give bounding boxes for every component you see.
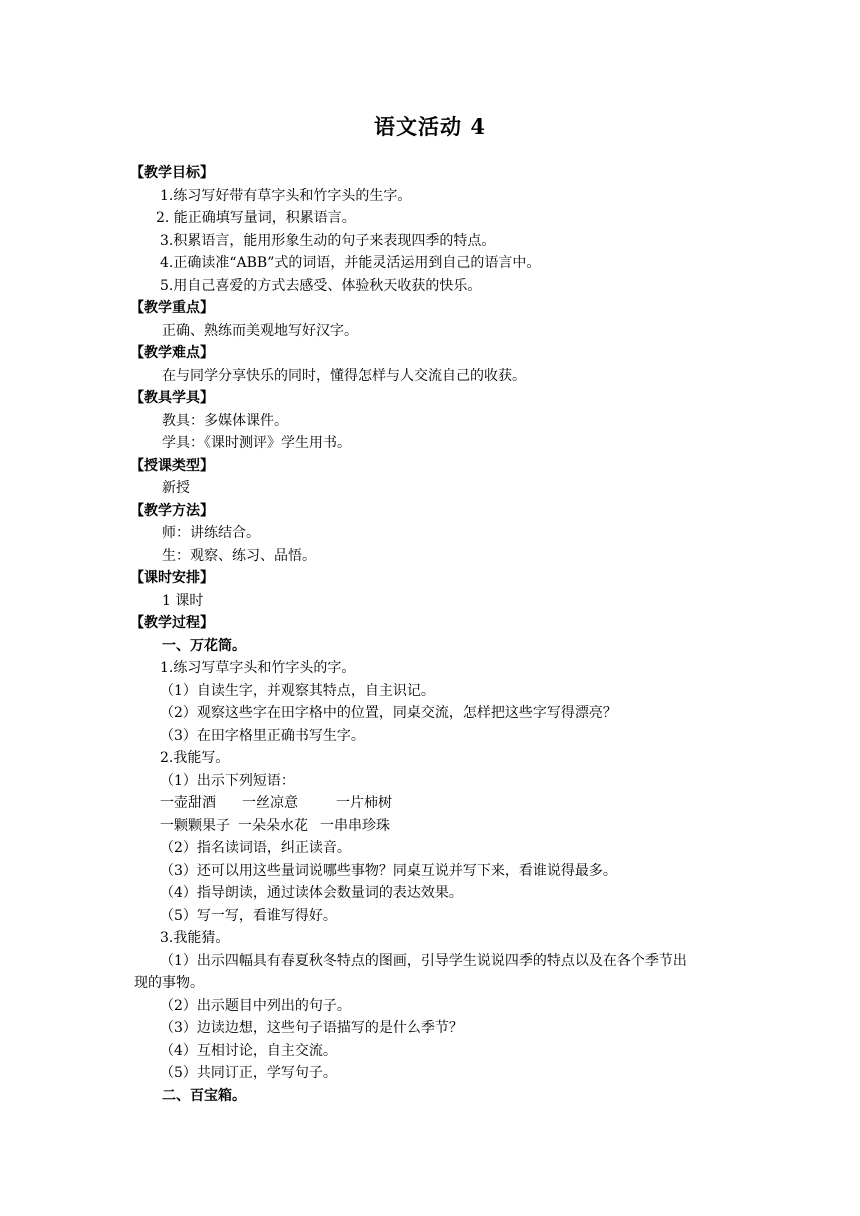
process-substep-continued: 现的事物。 [134, 975, 204, 991]
lesson-type-text: 新授 [162, 480, 190, 496]
process-part-heading: 一、万花筒。 [162, 637, 246, 654]
phrase-row [134, 815, 732, 838]
section-heading-type: 【授课类型】 [130, 457, 214, 474]
goal-item: 3.积累语言，能用形象生动的句子来表现四季的特点。 [160, 232, 496, 249]
phrase: 一朵朵水花 [238, 817, 308, 834]
phrase: 一颗颗果子 [160, 817, 230, 834]
phrase: 一丝凉意 [242, 795, 298, 811]
section-heading-method: 【教学方法】 [130, 502, 214, 519]
process-substep: （2）出示题目中列出的句子。 [160, 997, 351, 1014]
process-substep: （5）共同订正，学写句子。 [160, 1065, 337, 1081]
process-step: 3.我能猜。 [160, 930, 230, 946]
goal-item: 2. 能正确填写量词，积累语言。 [156, 210, 356, 226]
process-part-heading: 二、百宝箱。 [162, 1087, 246, 1104]
process-substep: （5）写一写，看谁写得好。 [160, 907, 337, 924]
section-heading-schedule: 【课时安排】 [130, 570, 214, 586]
process-substep: （2）观察这些字在田字格中的位置，同桌交流，怎样把这些字写得漂亮？ [160, 705, 617, 721]
schedule-text: 1 课时 [162, 592, 204, 609]
student-method-text: 生：观察、练习、品悟。 [162, 547, 316, 564]
goal-item: 1.练习写好带有草字头和竹字头的生字。 [160, 187, 412, 204]
process-substep: （3）还可以用这些量词说哪些事物？同桌互说并写下来，看谁说得最多。 [160, 862, 617, 879]
phrase: 一串串珍珠 [320, 817, 390, 834]
process-step: 2.我能写。 [160, 750, 230, 766]
process-substep: （1）出示四幅具有春夏秋冬特点的图画，引导学生说说四季的特点以及在各个季节出 [160, 952, 687, 969]
process-substep: （3）在田字格里正确书写生字。 [160, 727, 365, 744]
lesson-plan-body [130, 162, 732, 1107]
phrase: 一片柿树 [336, 795, 392, 811]
process-substep: （4）互相讨论，自主交流。 [160, 1042, 337, 1059]
phrase-row [134, 792, 732, 815]
goal-item: 5.用自己喜爱的方式去感受、体验秋天收获的快乐。 [160, 277, 482, 294]
difficulty-text: 在与同学分享快乐的同时，懂得怎样与人交流自己的收获。 [162, 367, 526, 384]
section-heading-tools: 【教具学具】 [130, 390, 214, 406]
process-substep: （4）指导朗读，通过读体会数量词的表达效果。 [160, 885, 463, 901]
process-substep: （3）边读边想，这些句子语描写的是什么季节？ [160, 1020, 463, 1036]
goal-item: 4.正确读准“ABB”式的词语，并能灵活运用到自己的语言中。 [160, 255, 541, 271]
teacher-method-text: 师：讲练结合。 [162, 525, 260, 541]
section-heading-goals: 【教学目标】 [130, 165, 214, 181]
process-step: 1.练习写草字头和竹字头的字。 [160, 660, 356, 676]
process-substep: （1）自读生字，并观察其特点，自主识记。 [160, 682, 435, 699]
phrase: 一壶甜酒 [160, 795, 216, 811]
section-heading-key: 【教学重点】 [130, 300, 214, 316]
section-heading-process: 【教学过程】 [130, 615, 214, 631]
student-tools-text: 学具：《课时测评》学生用书。 [162, 435, 351, 451]
key-point-text: 正确、熟练而美观地写好汉字。 [162, 322, 358, 339]
section-heading-difficulty: 【教学难点】 [130, 345, 214, 361]
teacher-tools-text: 教具：多媒体课件。 [162, 412, 288, 429]
process-substep: （1）出示下列短语： [160, 772, 295, 789]
page-title: 语文活动 4 [374, 114, 486, 139]
process-substep: （2）指名读词语，纠正读音。 [160, 840, 351, 856]
